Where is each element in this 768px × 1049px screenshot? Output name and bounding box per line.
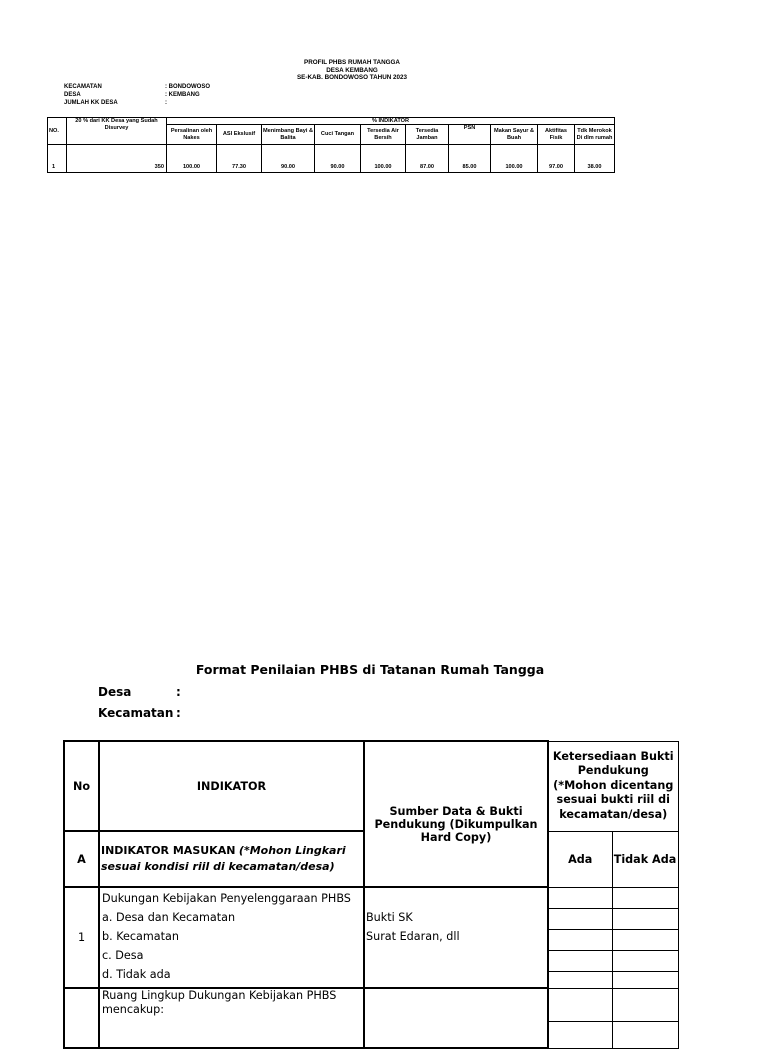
desa-value: : KEMBANG	[165, 91, 200, 98]
item-no	[64, 988, 99, 1048]
ada-checkbox-cell[interactable]	[549, 951, 612, 972]
profil-table	[47, 117, 615, 173]
item-line: Dukungan Kebijakan Penyelenggaraan PHBS	[102, 892, 351, 905]
col-no-header: NO.	[48, 118, 67, 145]
kecamatan-value: : BONDOWOSO	[165, 84, 210, 90]
item-line: mencakup:	[102, 1003, 164, 1016]
row-value: 97.00	[538, 145, 575, 173]
tidak-ada-checkbox-cell[interactable]	[613, 989, 678, 1022]
tidak-ada-header: Tidak Ada	[612, 831, 678, 887]
row-value: 77.30	[217, 145, 262, 173]
profil-title-line: SE-KAB. BONDOWOSO TAHUN 2023	[296, 74, 408, 82]
kecamatan-value: :	[176, 706, 181, 720]
indicator-header: ASI Ekslusif	[217, 125, 262, 145]
row-value: 90.00	[315, 145, 361, 173]
sumber-line: Bukti SK	[366, 911, 413, 924]
desa-label: Desa	[98, 685, 132, 699]
indicator-header: Persalinan oleh Nakes	[167, 125, 217, 145]
item-line: c. Desa	[102, 949, 144, 962]
jumlah-kk-value: :	[165, 99, 167, 106]
indicator-header: PSN	[449, 125, 491, 145]
desa-value: :	[176, 685, 181, 699]
profil-title	[0, 59, 704, 82]
item-no: 1	[64, 887, 99, 988]
row-value: 100.00	[167, 145, 217, 173]
ada-checkbox-cell[interactable]	[549, 930, 612, 951]
indicator-header: Tdk Merokok Di dlm rumah	[575, 125, 615, 145]
ada-checkbox-cell[interactable]	[549, 989, 612, 1022]
ada-checkbox-cell[interactable]	[549, 972, 612, 988]
indicator-header: Cuci Tangan	[315, 125, 361, 145]
sumber-line: Surat Edaran, dll	[366, 930, 460, 943]
section-note: (*Mohon Lingkari sesuai kondisi riil di kecamatan/desa)	[101, 844, 346, 873]
row-value: 90.00	[262, 145, 315, 173]
tidak-ada-checkbox-cell[interactable]	[613, 951, 678, 972]
row-value: 38.00	[575, 145, 615, 173]
indikator-header: % INDIKATOR	[167, 118, 615, 125]
tidak-ada-checkbox-cell[interactable]	[613, 972, 678, 988]
indicator-header: Aktifitas Fisik	[538, 125, 575, 145]
row-value: 100.00	[361, 145, 406, 173]
sumber-header: Sumber Data & Bukti Pendukung (Dikumpulkan Hard Copy)	[364, 741, 548, 887]
indicator-header: Tersedia Jamban	[406, 125, 449, 145]
tidak-ada-checkbox-cell[interactable]	[613, 930, 678, 951]
ada-checkbox-cell[interactable]	[549, 909, 612, 930]
section-title: INDIKATOR MASUKAN	[101, 844, 236, 857]
sumber-cell	[364, 988, 548, 1048]
format-title: Format Penilaian PHBS di Tatanan Rumah Tangga	[195, 662, 545, 677]
item-line: b. Kecamatan	[102, 930, 179, 943]
desa-label: DESA	[64, 91, 81, 98]
ada-checkbox-cell[interactable]	[549, 888, 612, 909]
item-line: a. Desa dan Kecamatan	[102, 911, 236, 924]
section-letter: A	[64, 831, 99, 887]
profil-title-line: PROFIL PHBS RUMAH TANGGA	[304, 59, 400, 66]
row-value: 100.00	[491, 145, 538, 173]
ketersediaan-header: Ketersediaan Bukti Pendukung (*Mohon dicentang sesuai bukti riil di kecamatan/desa)	[548, 741, 678, 831]
ada-header: Ada	[548, 831, 612, 887]
row-no: 1	[48, 145, 67, 173]
no-header: No	[64, 741, 99, 831]
jumlah-kk-label: JUMLAH KK DESA	[64, 99, 118, 106]
kecamatan-label: Kecamatan	[98, 706, 174, 720]
item-line: Ruang Lingkup Dukungan Kebijakan PHBS	[102, 989, 337, 1002]
indicator-header: Menimbang Bayi & Balita	[262, 125, 315, 145]
indicator-header: Tersedia Air Bersih	[361, 125, 406, 145]
format-meta	[98, 682, 181, 724]
tidak-ada-checkbox-cell[interactable]	[613, 888, 678, 909]
tidak-ada-checkbox-cell[interactable]	[613, 909, 678, 930]
indicator-header: Makan Sayur & Buah	[491, 125, 538, 145]
item-line: d. Tidak ada	[102, 968, 171, 981]
indikator-header: INDIKATOR	[99, 741, 364, 831]
row-sample: 350	[67, 145, 167, 173]
row-value: 87.00	[406, 145, 449, 173]
row-value: 85.00	[449, 145, 491, 173]
kecamatan-label: KECAMATAN	[64, 84, 102, 90]
col-sample-header: 20 % dari KK Desa yang Sudah Disurvey	[67, 118, 167, 145]
profil-title-line: DESA KEMBANG	[326, 66, 378, 74]
table-row	[48, 145, 615, 173]
penilaian-table	[63, 740, 679, 1049]
